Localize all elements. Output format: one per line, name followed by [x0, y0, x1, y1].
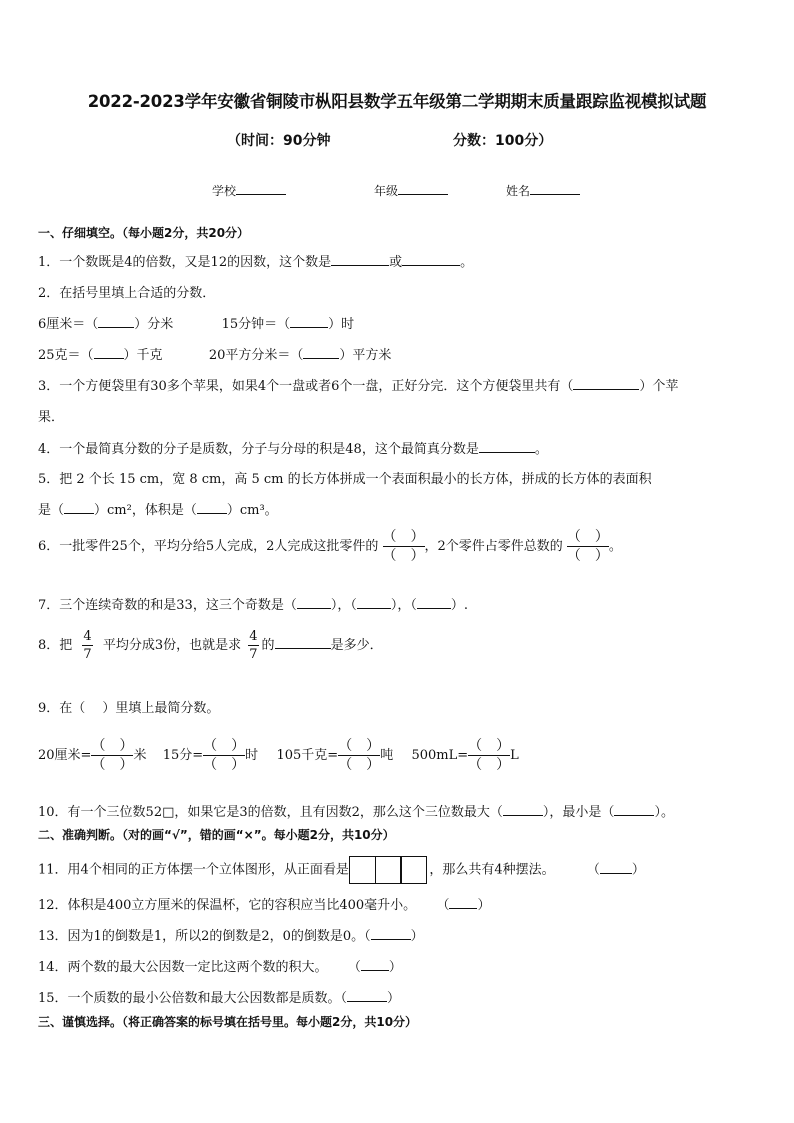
q4-text: 4．一个最简真分数的分子是质数，分子与分母的积是48，这个最简真分数是 [38, 442, 479, 457]
q2-unit-3: ）千克 [123, 348, 163, 363]
q9-frac1-num: （ ） [91, 738, 134, 754]
q9-unit-2: 时 [245, 748, 259, 763]
q12-blank[interactable] [449, 896, 477, 909]
q10-blank-2[interactable] [614, 803, 654, 816]
q11-text: 11．用4个相同的正方体摆一个立体图形，从正面看是 [38, 862, 349, 878]
q8-end: 是多少． [330, 638, 383, 653]
q12-paren-close: ） [477, 898, 491, 913]
q5-text-d: ）cm³。 [226, 503, 278, 518]
q6-frac2-num: （ ） [566, 529, 609, 545]
question-5: 5．把 2 个长 15 cm，宽 8 cm，高 5 cm 的长方体拼成一个表面积最小的长方体，拼成的长方体的表面积 [38, 472, 652, 487]
q9-item-3: 105千克= [276, 748, 339, 763]
q3-blank[interactable] [573, 377, 639, 390]
q6-text-2: ，2个零件占零件总数的 [424, 539, 563, 554]
q3-text-2: ）个苹 [639, 379, 679, 394]
q11-blank[interactable] [600, 861, 632, 874]
question-4 [38, 438, 548, 457]
question-5-cont [38, 499, 278, 518]
q11-text-2: ，那么共有4种摆法。 [429, 862, 555, 878]
q8-frac1-num: 4 [83, 629, 92, 644]
q9-frac1-den: （ ） [91, 757, 134, 773]
q14-paren-close: ） [388, 960, 402, 975]
question-7 [38, 594, 468, 613]
question-15 [38, 987, 400, 1006]
grade-label: 年级 [374, 184, 399, 198]
q6-end: 。 [608, 539, 622, 554]
section3-heading: 三、谨慎选择。（将正确答案的标号填在括号里。每小题2分，共10分） [38, 1015, 418, 1029]
q13-paren-close: ） [410, 929, 424, 944]
school-blank[interactable] [236, 182, 286, 195]
q2-blank-1[interactable] [98, 315, 134, 328]
q9-frac4-den: （ ） [468, 757, 511, 773]
q14-text: 14．两个数的最大公因数一定比这两个数的积大。 [38, 960, 328, 975]
q10-end: ）。 [654, 805, 674, 820]
name-field[interactable] [506, 182, 580, 199]
q5-blank-2[interactable] [197, 501, 227, 514]
q9-fraction-2[interactable] [203, 739, 245, 772]
exam-time: （时间：90分钟 [227, 133, 331, 149]
q5-text-c: ）cm²，体积是（ [94, 503, 197, 518]
q9-fraction-1[interactable] [91, 739, 133, 772]
exam-score: 分数：100分） [453, 133, 553, 149]
q9-item-1: 20厘米= [38, 748, 92, 763]
q7-blank-1[interactable] [297, 596, 331, 609]
q2-unit-4: ）平方米 [339, 348, 392, 363]
q7-blank-3[interactable] [417, 596, 451, 609]
q8-text-2: 平均分成3份，也就是求 [102, 638, 242, 653]
q8-frac1-den: 7 [83, 647, 92, 662]
q9-frac4-num: （ ） [468, 738, 511, 754]
q15-blank[interactable] [347, 989, 387, 1002]
q1-end: 。 [460, 255, 474, 270]
q9-frac3-den: （ ） [338, 757, 381, 773]
q9-fraction-4[interactable] [468, 739, 510, 772]
q9-frac2-den: （ ） [203, 757, 246, 773]
q10-blank-1[interactable] [503, 803, 543, 816]
section1-heading: 一、仔细填空。（每小题2分，共20分） [38, 226, 250, 240]
q2-item-2: 15分钟＝（ [221, 317, 291, 332]
question-2-row-2 [38, 344, 391, 363]
q11-paren-open: （ [586, 862, 600, 878]
q7-blank-2[interactable] [357, 596, 391, 609]
question-10 [38, 801, 674, 820]
q2-blank-3[interactable] [94, 346, 124, 359]
q2-unit-2: ）时 [328, 317, 355, 332]
q8-fraction-2 [248, 630, 258, 661]
q6-fraction-2[interactable] [567, 530, 609, 563]
question-13 [38, 925, 424, 944]
question-3-cont: 果． [38, 410, 65, 425]
q7-sep-1: ），（ [330, 598, 357, 613]
q2-item-1: 6厘米＝（ [38, 317, 99, 332]
q9-unit-1: 米 [133, 748, 147, 763]
name-blank[interactable] [530, 182, 580, 195]
q9-frac3-num: （ ） [338, 738, 381, 754]
q2-item-3: 25克＝（ [38, 348, 94, 363]
grade-blank[interactable] [398, 182, 448, 195]
q8-text: 8．把 [38, 638, 73, 653]
q6-fraction-1[interactable] [383, 530, 425, 563]
question-12 [38, 894, 490, 913]
question-1 [38, 251, 473, 270]
q7-text: 7．三个连续奇数的和是33，这三个奇数是（ [38, 598, 297, 613]
q6-frac2-den: （ ） [566, 548, 609, 564]
q2-item-4: 20平方分米＝（ [208, 348, 304, 363]
q10-text: 10．有一个三位数52□，如果它是3的倍数，且有因数2，那么这个三位数最大（ [38, 805, 503, 820]
q1-text: 1．一个数既是4的倍数，又是12的因数，这个数是 [38, 255, 332, 270]
q4-blank[interactable] [479, 440, 535, 453]
name-label: 姓名 [506, 184, 531, 198]
q13-text: 13．因为1的倒数是1，所以2的倒数是2，0的倒数是0。（ [38, 929, 371, 944]
grade-field[interactable] [374, 182, 448, 199]
q13-blank[interactable] [371, 927, 411, 940]
q15-paren-close: ） [387, 991, 401, 1006]
question-9-items [38, 739, 519, 772]
question-14 [38, 956, 402, 975]
q1-or: 或 [389, 255, 403, 270]
q5-blank-1[interactable] [64, 501, 94, 514]
question-9: 9．在（ ）里填上最简分数。 [38, 701, 220, 716]
q5-text-b: 是（ [38, 503, 65, 518]
q9-fraction-3[interactable] [338, 739, 380, 772]
q4-end: 。 [534, 442, 548, 457]
q9-item-2: 15分= [162, 748, 204, 763]
q2-unit-1: ）分米 [134, 317, 174, 332]
q8-fraction-1 [82, 630, 92, 661]
school-label: 学校 [212, 184, 237, 198]
q9-frac2-num: （ ） [203, 738, 246, 754]
section2-heading: 二、准确判断。（对的画“√”，错的画“×”。每小题2分，共10分） [38, 828, 395, 842]
school-field[interactable] [212, 182, 286, 199]
question-2: 2．在括号里填上合适的分数． [38, 286, 216, 301]
q15-text: 15．一个质数的最小公倍数和最大公因数都是质数。（ [38, 991, 348, 1006]
front-view-figure [351, 856, 428, 884]
q1-blank-1[interactable] [331, 253, 389, 266]
q14-paren-open: （ [347, 960, 361, 975]
q8-frac2-den: 7 [249, 647, 258, 662]
q6-frac1-den: （ ） [382, 548, 425, 564]
question-2-row-1 [38, 313, 354, 332]
q14-blank[interactable] [361, 958, 389, 971]
q8-text-3: 的 [261, 638, 275, 653]
q12-paren-open: （ [436, 898, 450, 913]
question-6 [38, 530, 622, 563]
q6-frac1-num: （ ） [382, 529, 425, 545]
question-8 [38, 630, 383, 661]
q11-paren-close: ） [631, 862, 645, 878]
question-3 [38, 375, 678, 394]
page-title: 2022-2023学年安徽省铜陵市枞阳县数学五年级第二学期期末质量跟踪监视模拟试题 [87, 92, 707, 111]
q3-text: 3．一个方便袋里有30多个苹果，如果4个一盘或者6个一盘，正好分完．这个方便袋里共有（ [38, 379, 574, 394]
q9-item-4: 500mL= [411, 748, 469, 763]
q7-end: ）. [450, 598, 468, 613]
q6-text: 6．一批零件25个，平均分给5人完成，2人完成这批零件的 [38, 539, 379, 554]
q9-unit-3: 吨 [380, 748, 394, 763]
q10-text-2: ），最小是（ [542, 805, 615, 820]
q8-frac2-num: 4 [249, 629, 258, 644]
question-11 [38, 856, 645, 884]
q2-blank-4[interactable] [303, 346, 339, 359]
q8-blank[interactable] [275, 636, 331, 649]
q9-unit-4: L [510, 748, 519, 763]
q2-blank-2[interactable] [290, 315, 328, 328]
q12-text: 12．体积是400立方厘米的保温杯，它的容积应当比400毫升小。 [38, 898, 417, 913]
q7-sep-2: ），（ [390, 598, 417, 613]
q1-blank-2[interactable] [402, 253, 460, 266]
